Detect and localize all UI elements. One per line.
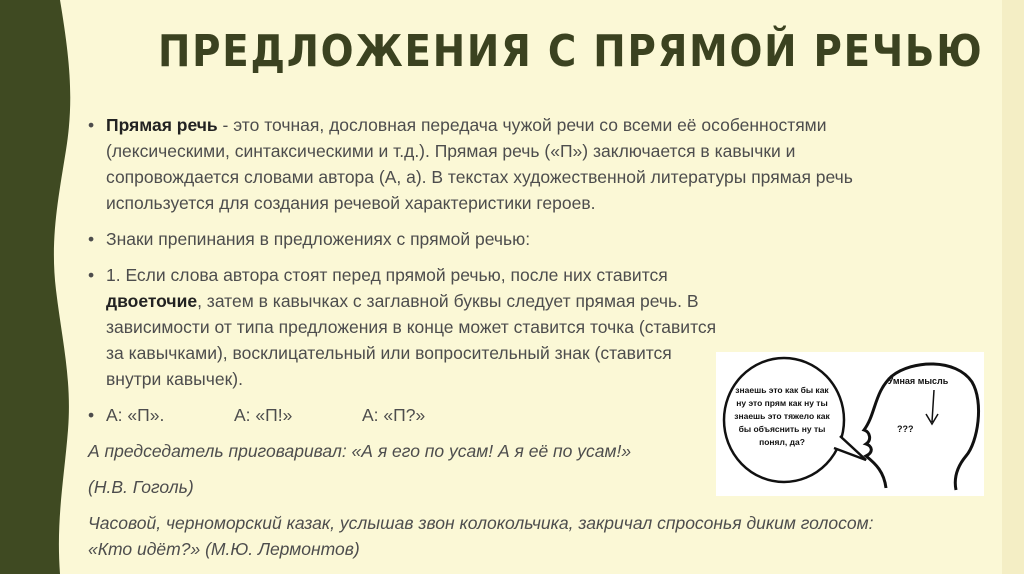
right-decorative-band [1002, 0, 1024, 574]
punctuation-intro-bullet: • Знаки препинания в предложениях с прямой речью: [88, 226, 918, 252]
scheme-question: А: «П?» [362, 405, 426, 425]
rule-1-after: , затем в кавычках с заглавной буквы следует прямая речь. В зависимости от типа предложения в конце может ставится точка (ставится за кавычками), восклицательный или вопросительный знак (ставится внутри кавычек). [106, 291, 717, 389]
speech-bubble-text: знаешь это как бы как ну это прям как ну ты знаешь это тяжело как бы объяснить ну ты понял, да? [734, 385, 830, 447]
smart-thought-label: Умная мысль [887, 376, 949, 386]
question-marks: ??? [897, 424, 914, 434]
definition-text: - это точная, дословная передача чужой речи со всеми её особенностями (лексическими, синтаксическими и т.д.). Прямая речь («П») заключается в кавычки и сопровождается словами автора (А, а). В текстах художественной литературы прямая речь используется для создания речевой характеристики героев. [106, 115, 853, 213]
example-1: А председатель приговаривал: «А я его по усам! А я её по усам!» [88, 441, 632, 461]
example-2: Часовой, черноморский казак, услышав звон колокольчика, закричал спросонья диким голосом: «Кто идёт?» (М.Ю. Лермонтов) [88, 513, 874, 559]
definition-term: Прямая речь [106, 115, 218, 135]
definition-bullet [88, 112, 926, 216]
scheme-exclamation: А: «П!» [234, 405, 293, 425]
rule-1-bold: двоеточие [106, 291, 198, 311]
rule-1-bullet [88, 262, 726, 392]
example-1-author: (Н.В. Гоголь) [88, 477, 194, 497]
slide-title: ПРЕДЛОЖЕНИЯ С ПРЯМОЙ РЕЧЬЮ [158, 26, 984, 77]
left-decorative-band [0, 0, 78, 574]
rule-1-before: 1. Если слова автора стоят перед прямой речью, после них ставится [106, 265, 668, 285]
speech-illustration [716, 352, 984, 496]
slide-content [88, 112, 918, 572]
scheme-period: А: «П». [106, 405, 165, 425]
